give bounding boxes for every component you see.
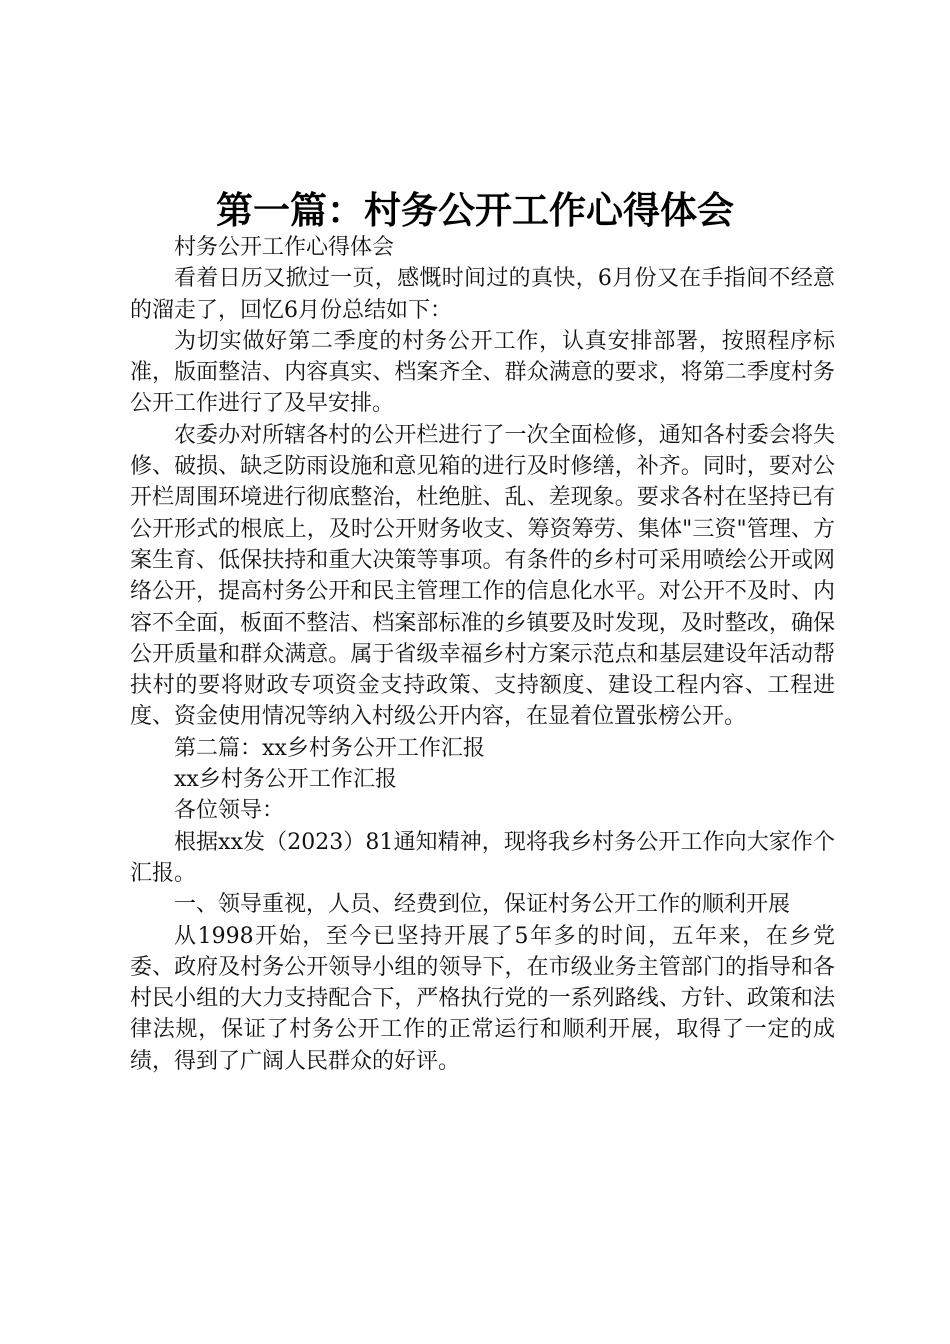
paragraph-notice-basis: 根据xx发（2023）81通知精神，现将我乡村务公开工作向大家作个汇报。 (130, 829, 835, 886)
paragraph-quarter-work: 为切实做好第二季度的村务公开工作，认真安排部署，按照程序标准，版面整洁、内容真实、档案齐全、群众满意的要求，将第二季度村务公开工作进行了及早安排。 (130, 328, 835, 417)
paragraph-report-title: xx乡村务公开工作汇报 (174, 767, 397, 793)
section-heading-part-two: 第二篇：xx乡村务公开工作汇报 (174, 735, 485, 761)
paragraph-bulletin-repair: 农委办对所辖各村的公开栏进行了一次全面检修，通知各村委会将失修、破损、缺乏防雨设施和意见箱的进行及时修缮，补齐。同时，要对公开栏周围环境进行彻底整治，杜绝脏、乱、差现象。要求各村在坚持已有公开形式的根底上，及时公开财务收支、筹资筹劳、集体"三资"管理、方案生育、低保扶持和重大决策等事项。有条件的乡村可采用喷绘公开或网络公开，提高村务公开和民主管理工作的信息化水平。对公开不及时、内容不全面，板面不整洁、档案部标准的乡镇要及时发现，及时整改，确保公开质量和群众满意。属于省级幸福乡村方案示范点和基层建设年活动帮扶村的要将财政专项资金支持政策、支持额度、建设工程内容、工程进度、资金使用情况等纳入村级公开内容，在显着位置张榜公开。 (130, 422, 835, 730)
paragraph-subtitle: 村务公开工作心得体会 (174, 235, 395, 260)
paragraph-point-one-heading: 一、领导重视，人员、经费到位，保证村务公开工作的顺利开展 (174, 892, 791, 918)
paragraph-salutation: 各位领导： (174, 798, 285, 824)
paragraph-history: 从1998开始，至今已坚持开展了5年多的时间，五年来，在乡党委、政府及村务公开领导小组的领导下，在市级业务主管部门的指导和各村民小组的大力支持配合下，严格执行党的一系列路线、方针、政策和法律法规，保证了村务公开工作的正常运行和顺利开展，取得了一定的成绩，得到了广阔人民群众的好评。 (130, 923, 835, 1074)
document-title: 第一篇：村务公开工作心得体会 (216, 188, 734, 232)
document-body (130, 232, 835, 1077)
paragraph-intro: 看着日历又掀过一页，感慨时间过的真快，6月份又在手指间不经意的溜走了，回忆6月份总结如下： (130, 266, 835, 323)
